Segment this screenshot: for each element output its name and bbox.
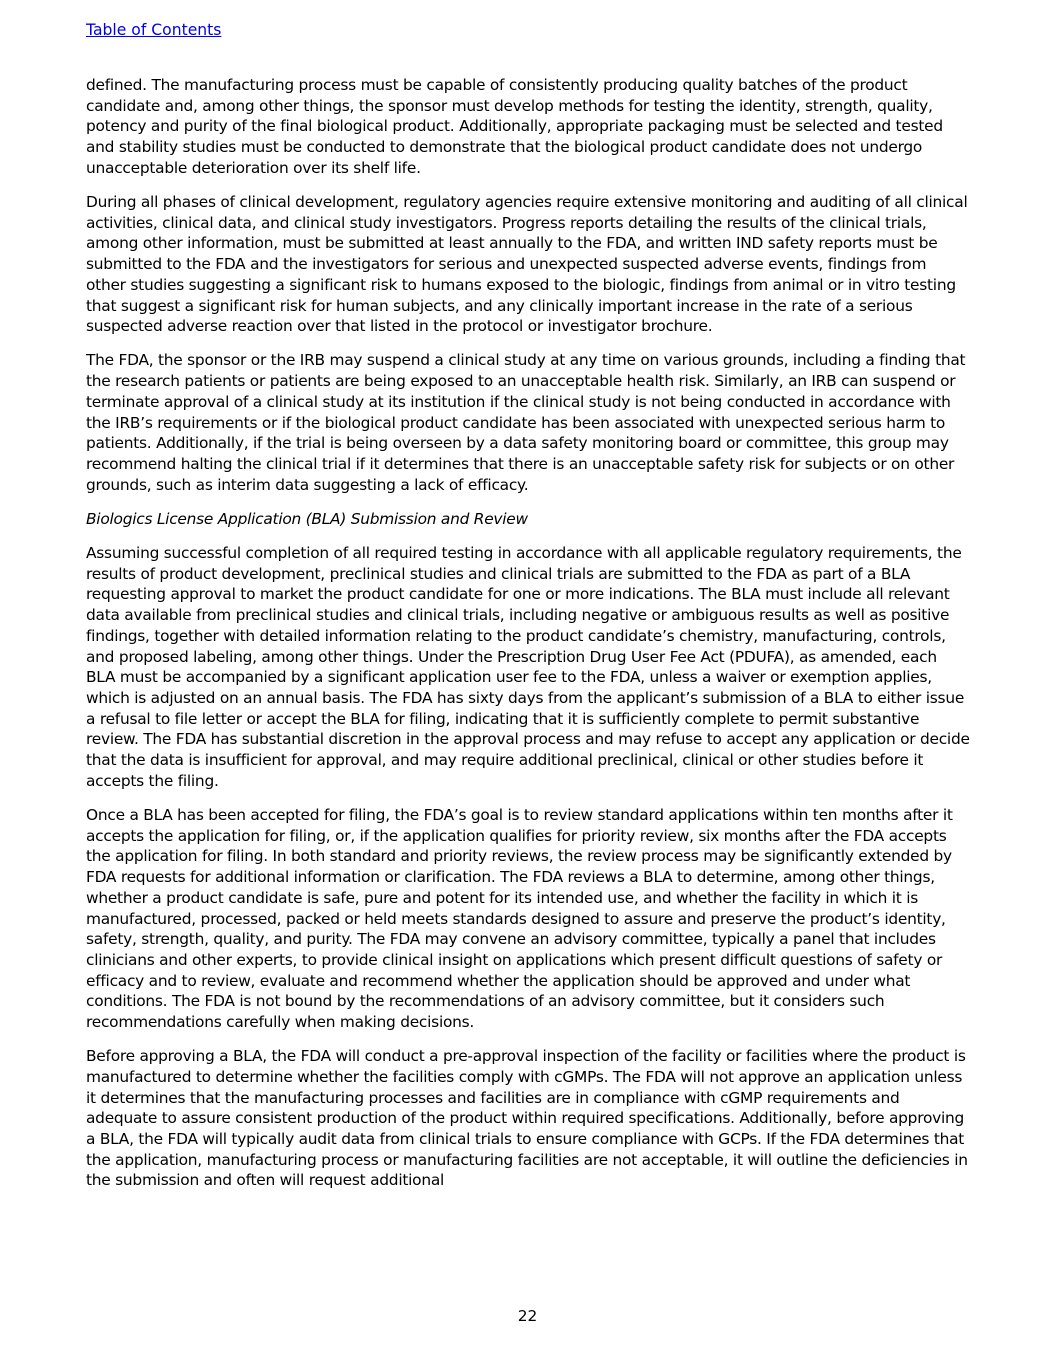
paragraph-pre-approval-inspection: Before approving a BLA, the FDA will conduct a pre-approval inspection of the facility or facilities where the product is manufactured to determine whether the facilities comply with cGMPs. The FDA will not approve an application unless it determines that the manufacturing processes and facilities are in compliance with cGMP requirements and adequate to assure consistent production of the product within required specifications. Additionally, before approving a BLA, the FDA will typically audit data from clinical trials to ensure compliance with GCPs. If the FDA determines that the application, manufacturing process or manufacturing facilities are not acceptable, it will outline the deficiencies in the submission and often will request additional xyxy=(86,1047,968,1190)
page-number: 22 xyxy=(517,1307,538,1325)
paragraph-bla-review: Once a BLA has been accepted for filing, the FDA’s goal is to review standard applications within ten months after it accepts the application for filing, or, if the application qualifies for priority review, six months after the FDA accepts the application for filing. In both standard and priority reviews, the review process may be significantly extended by FDA requests for additional information or clarification. The FDA reviews a BLA to determine, among other things, whether a product candidate is safe, pure and potent for its intended use, and whether the facility in which it is manufactured, processed, packed or held meets standards designed to assure and preserve the product’s identity, safety, strength, quality, and purity. The FDA may convene an advisory committee, typically a panel that includes clinicians and other experts, to provide clinical insight on applications which present difficult questions of safety or efficacy and to review, evaluate and recommend whether the application should be approved and under what conditions. The FDA is not bound by the recommendations of an advisory committee, but it considers such recommendations carefully when making decisions. xyxy=(86,806,953,1032)
paragraph-clinical-monitoring: During all phases of clinical development, regulatory agencies require extensive monitoring and auditing of all clinical activities, clinical data, and clinical study investigators. Progress reports detailing the results of the clinical trials, among other information, must be submitted at least annually to the FDA, and written IND safety reports must be submitted to the FDA and the investigators for serious and unexpected suspected adverse events, findings from other studies suggesting a significant risk to humans exposed to the biologic, findings from animal or in vitro testing that suggest a significant risk for human subjects, and any clinically important increase in the rate of a serious suspected adverse reaction over that listed in the protocol or investigator brochure. xyxy=(86,193,968,336)
document-body xyxy=(86,75,970,1205)
paragraph-study-suspension: The FDA, the sponsor or the IRB may suspend a clinical study at any time on various grounds, including a finding that the research patients or patients are being exposed to an unacceptable health risk. Similarly, an IRB can suspend or terminate approval of a clinical study at its institution if the clinical study is not being conducted in accordance with the IRB’s requirements or if the biological product candidate has been associated with unexpected serious harm to patients. Additionally, if the trial is being overseen by a data safety monitoring board or committee, this group may recommend halting the clinical trial if it determines that there is an unacceptable safety risk for subjects or on other grounds, such as interim data suggesting a lack of efficacy. xyxy=(86,351,966,494)
paragraph-manufacturing-process: defined. The manufacturing process must be capable of consistently producing quality batches of the product candidate and, among other things, the sponsor must develop methods for testing the identity, strength, quality, potency and purity of the final biological product. Additionally, appropriate packaging must be selected and tested and stability studies must be conducted to demonstrate that the biological product candidate does not undergo unacceptable deterioration over its shelf life. xyxy=(86,76,943,177)
section-heading-bla-submission: Biologics License Application (BLA) Submission and Review xyxy=(86,509,528,528)
table-of-contents-link[interactable]: Table of Contents xyxy=(86,21,222,39)
paragraph-bla-submission: Assuming successful completion of all required testing in accordance with all applicable regulatory requirements, the results of product development, preclinical studies and clinical trials are submitted to the FDA as part of a BLA requesting approval to market the product candidate for one or more indications. The BLA must include all relevant data available from preclinical studies and clinical trials, including negative or ambiguous results as well as positive findings, together with detailed information relating to the product candidate’s chemistry, manufacturing, controls, and proposed labeling, among other things. Under the Prescription Drug User Fee Act (PDUFA), as amended, each BLA must be accompanied by a significant application user fee to the FDA, unless a waiver or exemption applies, which is adjusted on an annual basis. The FDA has sixty days from the applicant’s submission of a BLA to either issue a refusal to file letter or accept the BLA for filing, indicating that it is sufficiently complete to permit substantive review. The FDA has substantial discretion in the approval process and may refuse to accept any application or decide that the data is insufficient for approval, and may require additional preclinical, clinical or other studies before it accepts the filing. xyxy=(86,544,970,790)
